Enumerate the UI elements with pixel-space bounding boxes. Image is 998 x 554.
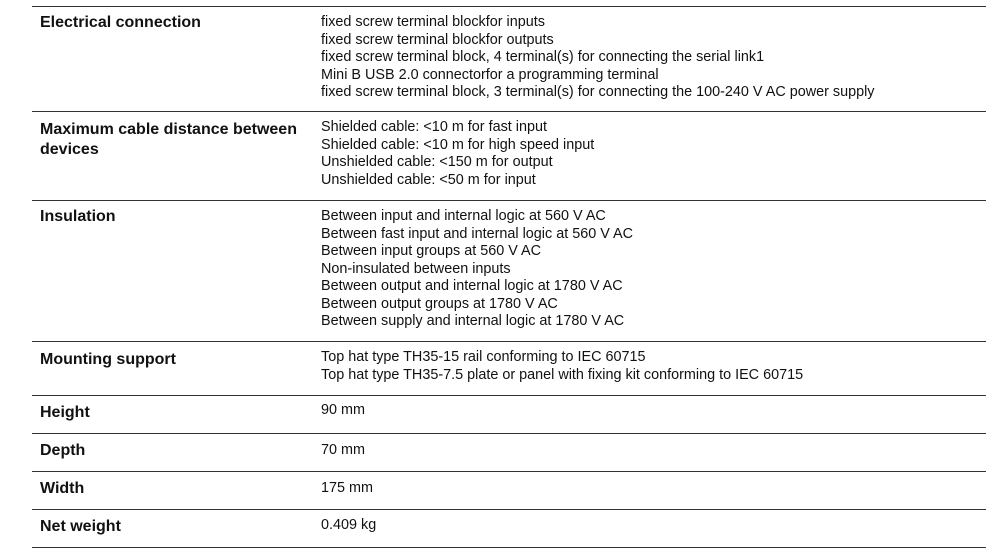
spec-row-max-cable-distance [32, 111, 986, 200]
spec-value: Top hat type TH35-7.5 plate or panel with fixing kit conforming to IEC 60715 [321, 366, 804, 383]
spec-label: Electrical connection [40, 14, 201, 31]
spec-values [321, 14, 981, 102]
spec-label: Width [40, 480, 85, 497]
spec-label: Net weight [40, 518, 121, 535]
spec-label: Mounting support [40, 351, 176, 368]
spec-values [321, 402, 981, 420]
spec-value: 90 mm [321, 402, 365, 418]
spec-value: Mini B USB 2.0 connectorfor a programming terminal [321, 66, 659, 83]
spec-value: 70 mm [321, 442, 365, 458]
spec-value: fixed screw terminal block, 3 terminal(s) for connecting the 100-240 V AC power supply [321, 84, 875, 100]
spec-value: fixed screw terminal block, 4 terminal(s) for connecting the serial link1 [321, 49, 765, 65]
spec-label: Maximum cable distance between devices [40, 121, 297, 158]
spec-value: Shielded cable: <10 m for fast input [321, 119, 547, 135]
spec-value: Unshielded cable: <150 m for output [321, 154, 553, 170]
spec-row-height [32, 395, 986, 433]
spec-label: Height [40, 404, 90, 421]
spec-row-net-weight [32, 509, 986, 548]
spec-value: fixed screw terminal blockfor inputs [321, 14, 545, 30]
spec-values [321, 480, 981, 498]
spec-value: fixed screw terminal blockfor outputs [321, 31, 554, 48]
spec-row-width [32, 471, 986, 509]
spec-value: Non-insulated between inputs [321, 260, 511, 277]
spec-values [321, 208, 981, 331]
spec-value: Shielded cable: <10 m for high speed input [321, 136, 595, 153]
spec-row-electrical-connection [32, 6, 986, 110]
spec-value: Top hat type TH35-15 rail conforming to IEC 60715 [321, 349, 646, 365]
spec-value: Unshielded cable: <50 m for input [321, 171, 536, 188]
spec-value: Between fast input and internal logic at 560 V AC [321, 225, 633, 242]
spec-row-insulation [32, 200, 986, 341]
spec-row-mounting-support [32, 341, 986, 395]
spec-row-depth [32, 433, 986, 471]
spec-label: Depth [40, 442, 86, 459]
spec-value: Between supply and internal logic at 1780 V AC [321, 313, 625, 329]
spec-value: Between input and internal logic at 560 V AC [321, 208, 606, 224]
spec-value: 175 mm [321, 480, 373, 496]
spec-value: Between input groups at 560 V AC [321, 243, 542, 259]
spec-values [321, 442, 981, 460]
spec-value: Between output and internal logic at 1780 V AC [321, 278, 623, 294]
spec-value: Between output groups at 1780 V AC [321, 295, 558, 312]
spec-values [321, 349, 981, 384]
spec-value: 0.409 kg [321, 517, 377, 533]
spec-label: Insulation [40, 208, 116, 225]
spec-values [321, 517, 981, 535]
spec-values [321, 119, 981, 189]
